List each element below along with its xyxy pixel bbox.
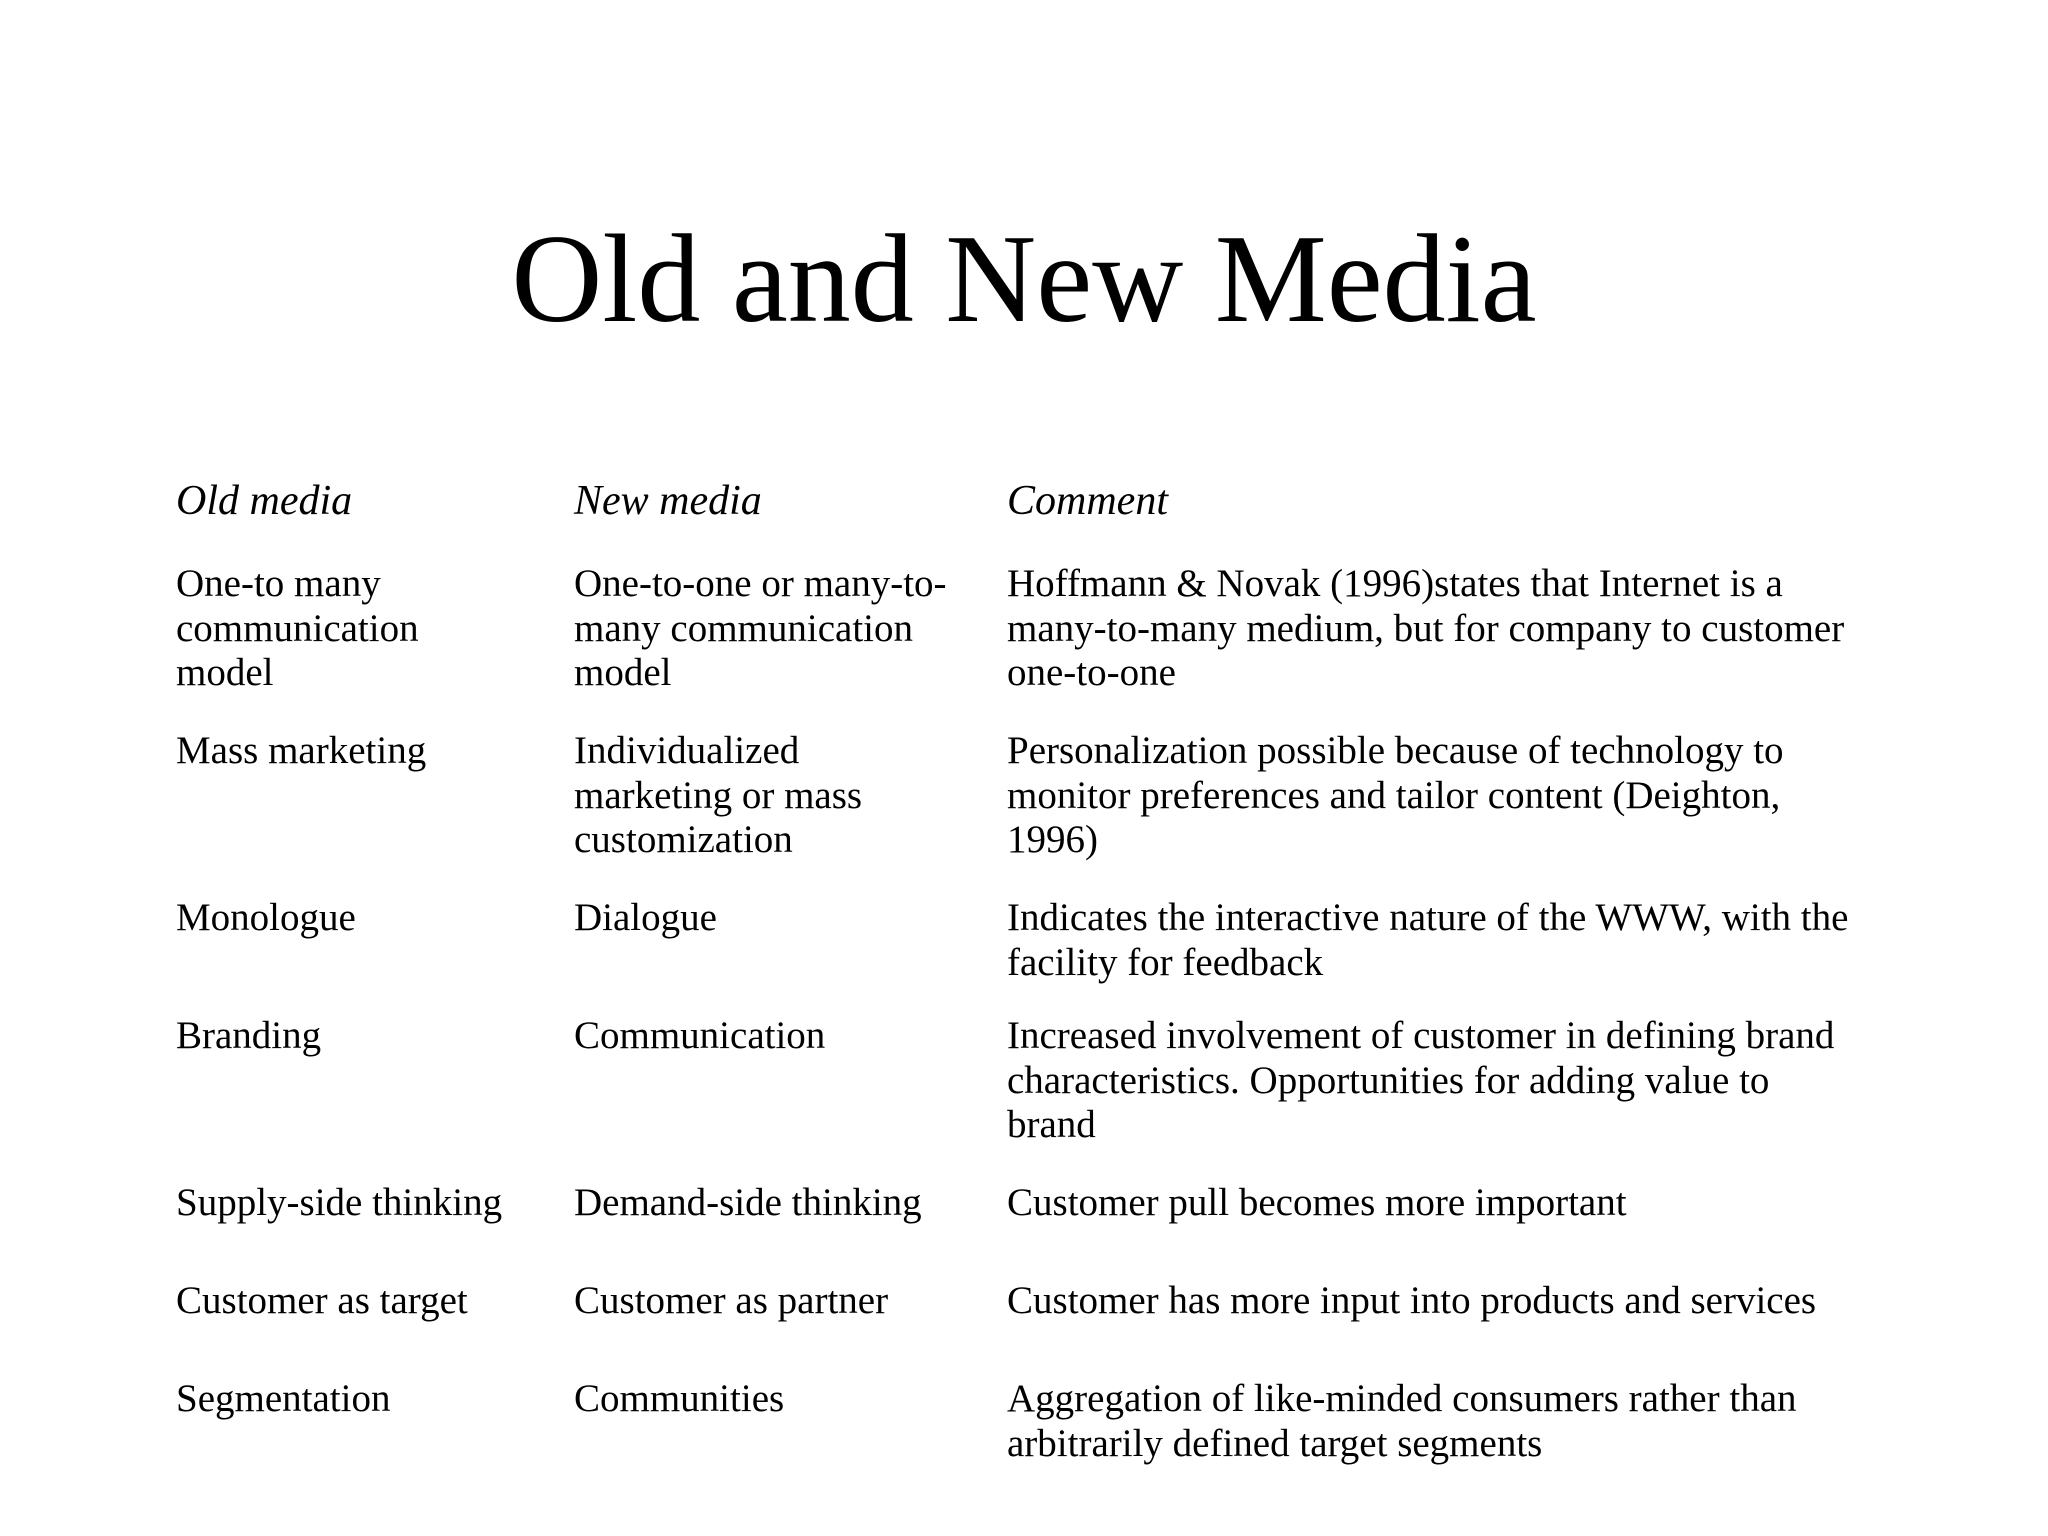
table-cell-new: Dialogue xyxy=(574,896,717,939)
table-cell-comment: Indicates the interactive nature of the WWW, with the facility for feedback xyxy=(1007,896,1849,984)
slide-title: Old and New Media xyxy=(511,210,1537,349)
table-cell-new: Customer as partner xyxy=(574,1279,889,1322)
table-cell-old: One-to many communication model xyxy=(176,562,419,694)
table-cell-comment: Personalization possible because of technology to monitor preferences and tailor content (Deighton, 1996) xyxy=(1007,729,1784,861)
table-cell-new: Demand-side thinking xyxy=(574,1181,922,1224)
table-cell-new: Individualized marketing or mass customization xyxy=(574,729,863,861)
table-cell-old: Segmentation xyxy=(176,1377,391,1420)
header-old-media: Old media xyxy=(176,478,353,524)
table-cell-comment: Increased involvement of customer in defining brand characteristics. Opportunities for adding value to brand xyxy=(1007,1014,1835,1146)
table-cell-old: Supply-side thinking xyxy=(176,1181,503,1224)
table-cell-old: Monologue xyxy=(176,896,356,939)
table-cell-comment: Aggregation of like-minded consumers rather than arbitrarily defined target segments xyxy=(1007,1377,1797,1465)
table-cell-old: Customer as target xyxy=(176,1279,468,1322)
table-cell-comment: Customer has more input into products and services xyxy=(1007,1279,1817,1322)
table-cell-new: One-to-one or many-to- many communication model xyxy=(574,562,947,694)
header-comment: Comment xyxy=(1007,478,1168,524)
table-cell-comment: Hoffmann & Novak (1996)states that Internet is a many-to-many medium, but for company to customer one-to-one xyxy=(1007,562,1845,694)
table-cell-old: Mass marketing xyxy=(176,729,427,772)
header-new-media: New media xyxy=(574,478,762,524)
table-cell-new: Communities xyxy=(574,1377,785,1420)
table-cell-new: Communication xyxy=(574,1014,826,1057)
table-cell-comment: Customer pull becomes more important xyxy=(1007,1181,1627,1224)
table-cell-old: Branding xyxy=(176,1014,322,1057)
